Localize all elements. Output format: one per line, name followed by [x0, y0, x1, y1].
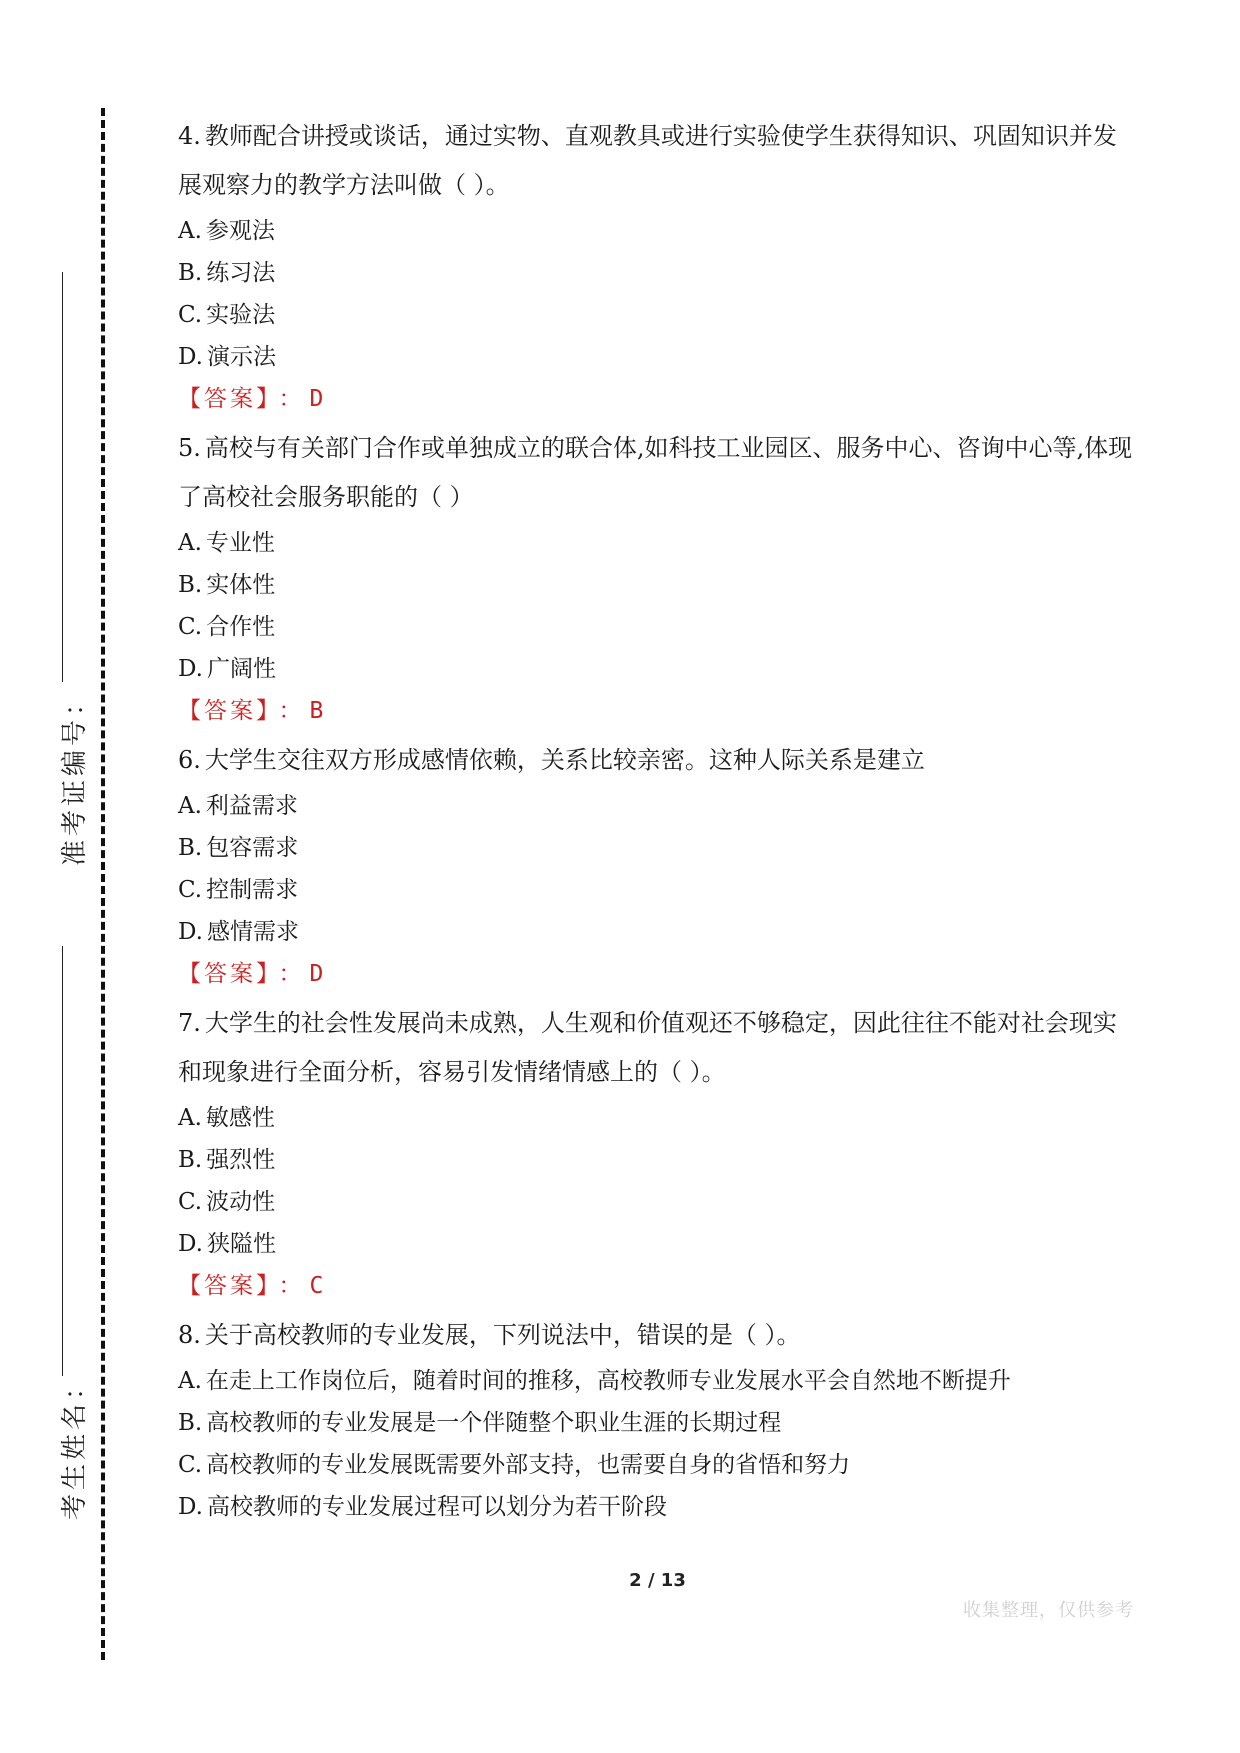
option-letter: C.: [178, 877, 203, 903]
option-letter: C.: [178, 1452, 203, 1478]
question-stem: [178, 736, 1138, 785]
question-item: [178, 424, 1138, 732]
question-stem: [178, 1311, 1138, 1360]
question-number: 4.: [178, 122, 201, 150]
question-stem: [178, 112, 1138, 210]
answer-option: [178, 785, 1138, 827]
answer-option: [178, 1223, 1138, 1265]
answer-option: [178, 911, 1138, 953]
option-text: 广阔性: [206, 656, 276, 682]
answer-option: [178, 252, 1138, 294]
answer-option: [178, 827, 1138, 869]
option-text: 高校教师的专业发展过程可以划分为若干阶段: [206, 1494, 667, 1520]
binding-margin: [0, 0, 120, 1753]
option-letter: D.: [178, 344, 203, 370]
exam-id-blank: [62, 272, 63, 682]
answer-option: [178, 869, 1138, 911]
answer-line: [178, 1265, 1138, 1307]
option-letter: C.: [178, 302, 203, 328]
option-text: 高校教师的专业发展是一个伴随整个职业生涯的长期过程: [206, 1410, 782, 1436]
option-text: 实体性: [206, 572, 276, 598]
answer-option: [178, 564, 1138, 606]
option-text: 控制需求: [206, 877, 299, 903]
answer-colon: ：: [278, 1273, 302, 1299]
exam-id-label: 准考证编号：: [60, 685, 90, 866]
question-number: 8.: [178, 1321, 201, 1349]
option-text: 在走上工作岗位后，随着时间的推移，高校教师专业发展水平会自然地不断提升: [205, 1368, 1011, 1394]
question-item: [178, 112, 1138, 420]
answer-option: [178, 606, 1138, 648]
answer-option: [178, 1360, 1138, 1402]
option-text: 实验法: [206, 302, 276, 328]
answer-option: [178, 210, 1138, 252]
option-letter: B.: [178, 1410, 203, 1436]
answer-line: [178, 953, 1138, 995]
page-number: 2 / 13: [629, 1570, 686, 1591]
question-text: 教师配合讲授或谈话，通过实物、直观教具或进行实验使学生获得知识、巩固知识并发展观察力的教学方法叫做（ ）。: [178, 122, 1117, 199]
option-letter: A.: [178, 530, 202, 556]
answer-label: 【答案】: [178, 386, 271, 412]
answer-option: [178, 294, 1138, 336]
option-letter: B.: [178, 835, 203, 861]
answer-option: [178, 1139, 1138, 1181]
answer-option: [178, 648, 1138, 690]
answer-value: B: [309, 698, 324, 724]
option-text: 专业性: [205, 530, 275, 556]
option-letter: B.: [178, 260, 203, 286]
option-letter: C.: [178, 614, 203, 640]
question-stem: [178, 999, 1138, 1097]
answer-option: [178, 1486, 1138, 1528]
option-text: 波动性: [206, 1189, 276, 1215]
answer-option: [178, 522, 1138, 564]
option-text: 狭隘性: [206, 1231, 276, 1257]
answer-value: D: [309, 961, 324, 987]
question-list: [178, 112, 1138, 1528]
option-text: 演示法: [206, 344, 276, 370]
option-letter: C.: [178, 1189, 203, 1215]
option-letter: D.: [178, 1494, 203, 1520]
answer-value: D: [309, 386, 324, 412]
option-letter: A.: [178, 793, 202, 819]
answer-label: 【答案】: [178, 1273, 271, 1299]
answer-line: [178, 378, 1138, 420]
answer-value: C: [309, 1273, 324, 1299]
question-number: 5.: [178, 434, 201, 462]
question-number: 7.: [178, 1009, 201, 1037]
option-letter: D.: [178, 656, 203, 682]
option-text: 利益需求: [205, 793, 298, 819]
answer-option: [178, 1181, 1138, 1223]
answer-label: 【答案】: [178, 698, 271, 724]
question-text: 大学生的社会性发展尚未成熟，人生观和价值观还不够稳定，因此往往不能对社会现实和现象进行全面分析，容易引发情绪情感上的（ ）。: [178, 1009, 1117, 1086]
question-item: [178, 1311, 1138, 1528]
answer-colon: ：: [278, 961, 302, 987]
option-letter: B.: [178, 1147, 203, 1173]
answer-option: [178, 336, 1138, 378]
option-letter: A.: [178, 218, 202, 244]
question-number: 6.: [178, 746, 201, 774]
option-letter: B.: [178, 572, 203, 598]
answer-option: [178, 1402, 1138, 1444]
option-letter: A.: [178, 1105, 202, 1131]
watermark: 收集整理，仅供参考: [963, 1600, 1134, 1621]
answer-label: 【答案】: [178, 961, 271, 987]
option-letter: D.: [178, 919, 203, 945]
cut-line: [101, 108, 105, 1660]
option-letter: D.: [178, 1231, 203, 1257]
answer-line: [178, 690, 1138, 732]
question-item: [178, 736, 1138, 995]
answer-colon: ：: [278, 386, 302, 412]
option-text: 强烈性: [206, 1147, 276, 1173]
question-text: 高校与有关部门合作或单独成立的联合体,如科技工业园区、服务中心、咨询中心等,体现了高校社会服务职能的（ ）: [178, 434, 1133, 511]
question-text: 关于高校教师的专业发展，下列说法中，错误的是（ ）。: [204, 1321, 801, 1349]
option-text: 参观法: [205, 218, 275, 244]
option-text: 练习法: [206, 260, 276, 286]
option-text: 高校教师的专业发展既需要外部支持，也需要自身的省悟和努力: [206, 1452, 851, 1478]
option-text: 包容需求: [206, 835, 299, 861]
question-item: [178, 999, 1138, 1307]
option-text: 合作性: [206, 614, 276, 640]
option-text: 敏感性: [205, 1105, 275, 1131]
question-text: 大学生交往双方形成感情依赖，关系比较亲密。这种人际关系是建立: [204, 746, 925, 774]
name-label: 考生姓名：: [60, 1369, 90, 1520]
answer-colon: ：: [278, 698, 302, 724]
question-stem: [178, 424, 1138, 522]
answer-option: [178, 1097, 1138, 1139]
option-letter: A.: [178, 1368, 202, 1394]
option-text: 感情需求: [206, 919, 299, 945]
name-blank: [62, 946, 63, 1376]
answer-option: [178, 1444, 1138, 1486]
